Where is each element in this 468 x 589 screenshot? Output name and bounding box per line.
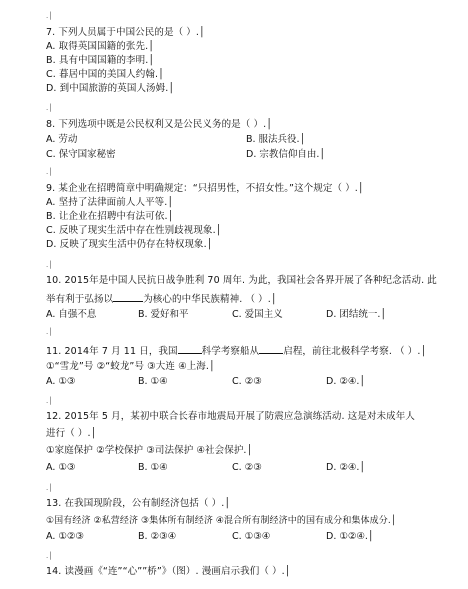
question-11-items: ①“雪龙”号 ②“蛟龙”号 ③大连 ④上海.│ — [46, 361, 215, 372]
paragraph-mark: .│ — [46, 168, 53, 176]
question-9-option-c: C. 反映了现实生活中存在性别歧视现象.│ — [46, 225, 222, 236]
question-11-stem — [46, 344, 426, 358]
paragraph-mark: .│ — [46, 484, 53, 492]
question-7-option-d: D. 到中国旅游的英国人汤姆.│ — [46, 83, 175, 94]
question-9-option-d: D. 反映了现实生活中仍存在特权现象.│ — [46, 239, 213, 250]
question-7-option-a: A. 取得英国国籍的张先.│ — [46, 41, 155, 52]
question-8-option-a: A. 劳动 — [46, 134, 78, 145]
question-12-option-b: B. ①④ — [138, 462, 168, 473]
question-12-option-c: C. ②③ — [232, 462, 262, 473]
question-7-stem: 7. 下列人员属于中国公民的是（ ）.│ — [46, 27, 205, 38]
question-13-option-b: B. ②③④ — [138, 531, 177, 542]
question-8-option-d: D. 宗教信仰自由.│ — [246, 149, 326, 160]
question-10-option-a: A. 自强不息 — [46, 309, 97, 320]
question-11-option-c: C. ②③ — [232, 376, 262, 387]
question-10-stem-line-1: 10. 2015年是中国人民抗日战争胜利 70 周年. 为此，我国社会各界开展了各种纪念活动. 此 — [46, 275, 437, 286]
question-12-stem-line-2: 进行（ ）.│ — [46, 428, 97, 439]
question-9-option-b: B. 让企业在招聘中有法可依.│ — [46, 211, 174, 222]
question-10-option-b: B. 爱好和平 — [138, 309, 189, 320]
question-13-option-d: D. ①②④.│ — [326, 531, 374, 542]
question-11-option-a: A. ①③ — [46, 376, 76, 387]
question-12-stem-line-1: 12. 2015年 5 月，某初中联合长春市地震局开展了防震应急演练活动. 这是对未成年人 — [46, 411, 415, 422]
answer-blank — [178, 344, 202, 354]
answer-blank — [113, 292, 143, 302]
question-10-stem-line-2 — [46, 292, 277, 306]
paragraph-mark: .│ — [46, 397, 53, 405]
question-11-stem-part-3: 启程，前往北极科学考察. （ ）.│ — [283, 346, 427, 357]
question-12-option-d: D. ②④.│ — [326, 462, 366, 473]
question-11-option-d: D. ②④.│ — [326, 376, 366, 387]
question-12-option-a: A. ①③ — [46, 462, 76, 473]
question-11-stem-part-2: 科学考察船从 — [201, 346, 260, 357]
paragraph-mark: .│ — [46, 552, 53, 560]
paragraph-mark: .│ — [46, 12, 53, 20]
question-8-stem: 8. 下列选项中既是公民权利又是公民义务的是（ ）.│ — [46, 119, 273, 130]
question-10-stem-part-1: 举有利于弘扬以 — [46, 294, 114, 305]
question-7-option-b: B. 具有中国国籍的李明.│ — [46, 55, 155, 66]
question-13-items: ①国有经济 ②私营经济 ③集体所有制经济 ④混合所有制经济中的国有成分和集体成分.│ — [46, 516, 397, 526]
question-13-stem: 13. 在我国现阶段，公有制经济包括（ ）.│ — [46, 498, 231, 509]
question-9-option-a: A. 坚持了法律面前人人平等.│ — [46, 197, 174, 208]
paragraph-mark: .│ — [46, 104, 53, 112]
question-11-option-b: B. ①④ — [138, 376, 168, 387]
question-12-items: ①家庭保护 ②学校保护 ③司法保护 ④社会保护.│ — [46, 445, 253, 456]
question-7-option-c: C. 暮居中国的美国人约翰.│ — [46, 69, 164, 80]
answer-blank — [259, 344, 283, 354]
question-14-stem: 14. 读漫画《“连”“心””桥”》（图）. 漫画启示我们（ ）.│ — [46, 566, 291, 577]
paragraph-mark: .│ — [46, 328, 53, 336]
question-8-option-b: B. 服法兵役.│ — [246, 134, 306, 145]
question-10-option-d: D. 团结统一.│ — [326, 309, 387, 320]
question-10-stem-part-2: 为核心的中华民族精神. （ ）.│ — [143, 294, 277, 305]
question-9-stem: 9. 某企业在招聘简章中明确规定：“只招男性，不招女性。”这个规定（ ）.│ — [46, 183, 364, 194]
question-13-option-c: C. ①③④ — [232, 531, 271, 542]
question-8-option-c: C. 保守国家秘密 — [46, 149, 116, 160]
paragraph-mark: .│ — [46, 261, 53, 269]
question-10-option-c: C. 爱国主义 — [232, 309, 283, 320]
question-11-stem-part-1: 11. 2014年 7 月 11 日，我国 — [46, 346, 178, 357]
question-13-option-a: A. ①②③ — [46, 531, 84, 542]
